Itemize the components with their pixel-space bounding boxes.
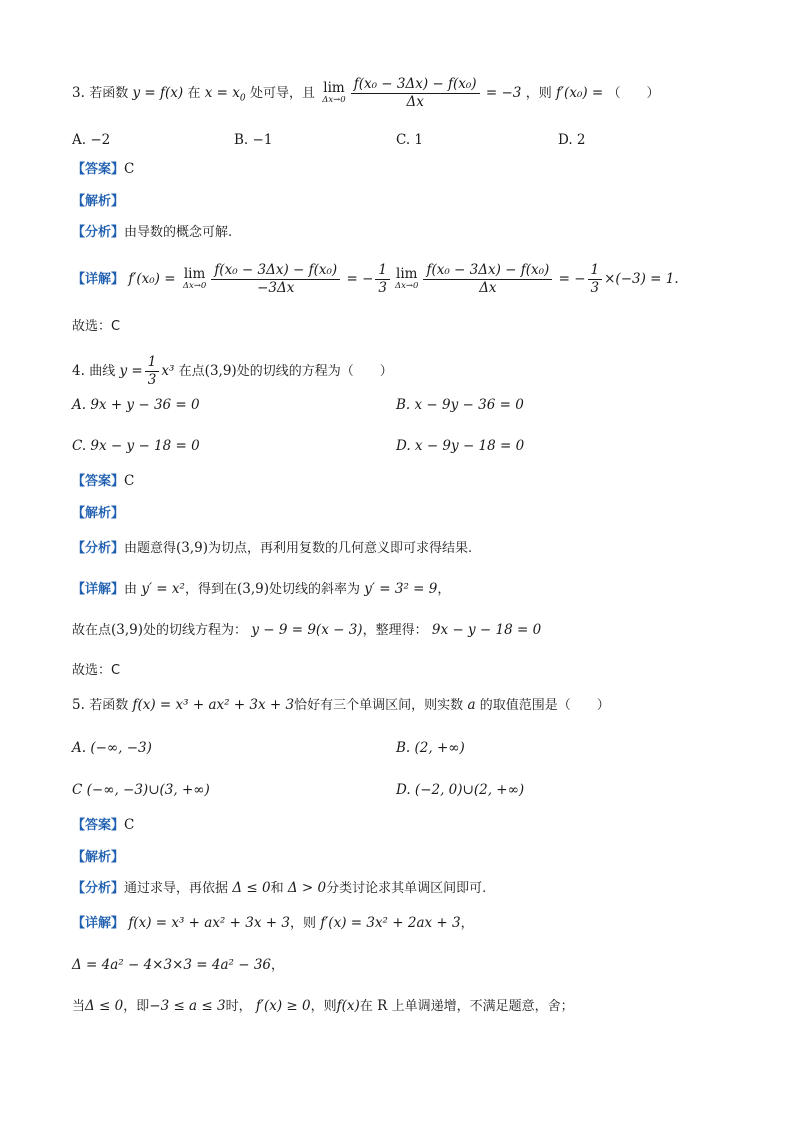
q3-detail-eq-minus-2: = − — [558, 270, 586, 287]
q4-detail-text-1: 由 — [124, 582, 138, 597]
q3-text-3: 处可导，且 — [249, 85, 315, 101]
q3-fenxi-text: 由导数的概念可解. — [124, 225, 233, 240]
q5-case-1-text-1: 当 — [72, 999, 86, 1014]
q4-detail-point: (3,9) — [236, 581, 269, 597]
q5-param: a — [467, 697, 476, 713]
q4-fenxi-text-1: 由题意得 — [124, 541, 177, 556]
q3-detail-one-third-den: 3 — [378, 279, 387, 296]
q5-jiexi — [72, 851, 124, 865]
q4-text-3: 处的切线的方程为（ ） — [236, 363, 393, 379]
q4-option-a: A. 9x + y − 36 = 0 — [72, 397, 200, 413]
q4-fenxi — [72, 542, 472, 556]
q3-detail-one-third-2-num: 1 — [588, 262, 603, 280]
q3-detail-eq-minus: = − — [346, 270, 374, 287]
q3-text-1: 若函数 — [89, 85, 129, 101]
q5-fenxi — [72, 882, 486, 896]
q4-jiexi-tag: 【解析】 — [72, 506, 125, 521]
q4-option-d: D. x − 9y − 18 = 0 — [396, 438, 525, 454]
q3-detail — [72, 262, 679, 297]
q5-stem — [72, 699, 610, 713]
q5-fenxi-text-1: 通过求导，再依据 — [124, 881, 229, 896]
q4-text-2: 在点 — [178, 363, 205, 379]
q4-tangent-point: (3,9) — [111, 622, 144, 638]
q3-detail-limit-1 — [183, 267, 206, 291]
q3-detail-limit-1-word: lim — [183, 266, 206, 283]
q4-one-third-den: 3 — [147, 371, 157, 388]
q5-text-1: 若函数 — [89, 698, 129, 713]
q4-detail-comma: ， — [437, 582, 451, 597]
q3-detail-one-third-2-den: 3 — [590, 279, 600, 296]
q4-option-c: C. 9x − y − 18 = 0 — [72, 438, 200, 454]
q5-function: f(x) = x³ + ax² + 3x + 3 — [132, 697, 295, 713]
q5-text-3: 的取值范围是（ ） — [479, 698, 610, 713]
q4-one-third — [145, 354, 160, 389]
q5-text-2: 恰好有三个单调区间，则实数 — [294, 698, 464, 713]
q4-tangent-result: 9x − y − 18 = 0 — [431, 622, 542, 638]
q3-jiexi — [72, 195, 124, 209]
q5-answer-value: C — [124, 817, 135, 833]
q4-one-third-num: 1 — [145, 354, 160, 372]
q3-detail-limit-2 — [395, 267, 418, 291]
q3-answer — [72, 163, 134, 177]
q3-fraction — [351, 76, 480, 111]
q5-jiexi-tag: 【解析】 — [72, 850, 125, 865]
q4-y-equals: y = — [119, 362, 143, 379]
q3-detail-limit-1-sub: Δx→0 — [182, 281, 207, 292]
q5-case-1-text-6: 上单调递增，不满足题意，舍； — [391, 999, 574, 1014]
q3-fenxi-tag: 【分析】 — [72, 225, 125, 240]
q3-detail-fraction-2-num: f(x₀ − 3Δx) − f(x₀) — [423, 262, 552, 280]
q3-detail-fraction-2-den: Δx — [479, 279, 497, 296]
q5-fenxi-text-3: 分类讨论求其单调区间即可. — [326, 881, 487, 896]
q4-choose: 故选：C — [72, 663, 121, 678]
q4-tangent-text-3: ，整理得： — [362, 623, 428, 638]
q3-option-d: D. 2 — [558, 132, 586, 148]
q4-detail-derivative: y′ = x² — [141, 581, 185, 597]
q5-answer-tag: 【答案】 — [72, 818, 125, 833]
q3-fraction-numerator: f(x₀ − 3Δx) − f(x₀) — [351, 76, 480, 94]
q4-tangent-eq: y − 9 = 9(x − 3) — [251, 622, 363, 638]
q4-answer — [72, 475, 134, 489]
q4-answer-tag: 【答案】 — [72, 474, 125, 489]
q3-option-a: A. −2 — [72, 132, 111, 148]
q3-limit-word: lim — [323, 80, 345, 97]
q3-option-b: B. −1 — [234, 132, 273, 148]
q4-fenxi-tag: 【分析】 — [72, 541, 125, 556]
q4-answer-value: C — [124, 473, 135, 489]
q5-detail-tag: 【详解】 — [72, 916, 125, 931]
q3-detail-tag: 【详解】 — [72, 271, 125, 287]
q3-point-sub: 0 — [239, 93, 246, 104]
q4-jiexi — [72, 507, 124, 521]
q4-point: (3,9) — [204, 362, 237, 379]
q3-text-2: 在 — [187, 85, 201, 101]
q4-tangent-text-1: 故在点 — [72, 623, 112, 638]
q4-detail-text-2: ，得到在 — [184, 582, 237, 597]
q4-tangent — [72, 624, 541, 638]
q3-detail-fraction-2 — [423, 262, 552, 297]
q3-detail-limit-2-word: lim — [396, 266, 418, 283]
q3-fraction-denominator: Δx — [406, 93, 424, 110]
q3-ask: f′(x₀) = — [556, 84, 604, 101]
q5-case-1-domain: R — [377, 998, 388, 1014]
q5-case-1-cond: Δ ≤ 0 — [85, 998, 124, 1014]
q5-detail-derivative: f′(x) = 3x² + 2ax + 3 — [320, 915, 461, 931]
q4-detail-tag: 【详解】 — [72, 582, 125, 597]
q5-fenxi-tag: 【分析】 — [72, 881, 125, 896]
q5-case-1-text-2: ，即 — [123, 999, 150, 1014]
q4-detail-slope: y′ = 3² = 9 — [364, 581, 438, 597]
q3-option-c: C. 1 — [396, 132, 424, 148]
q5-case-1-text-3: 时， — [225, 999, 252, 1014]
q3-detail-lhs: f′(x₀) = — [128, 270, 176, 287]
q5-detail-function: f(x) = x³ + ax² + 3x + 3 — [128, 915, 290, 931]
q3-answer-value: C — [124, 161, 135, 177]
q4-x-cubed: x³ — [161, 362, 175, 379]
q3-paren: （ ） — [607, 85, 660, 101]
q4-number: 4. — [72, 362, 85, 379]
q3-number: 3. — [72, 84, 85, 101]
q3-detail-fraction-1-den: −3Δx — [257, 279, 295, 296]
q3-detail-fraction-1 — [211, 262, 340, 297]
q5-detail-text-1: ，则 — [289, 916, 316, 931]
q5-discriminant — [72, 959, 284, 973]
q4-option-b: B. x − 9y − 36 = 0 — [396, 397, 524, 413]
q5-option-d: D. (−2, 0)∪(2, +∞) — [396, 782, 525, 798]
q3-detail-limit-2-sub: Δx→0 — [394, 281, 419, 292]
q3-function: y = f(x) — [132, 84, 184, 101]
q5-detail — [72, 917, 474, 931]
q3-detail-result: ×(−3) = 1 — [604, 270, 675, 287]
q3-equals: = −3 — [485, 84, 522, 101]
q5-case-1-text-4: ，则 — [310, 999, 337, 1014]
q3-choose: 故选：C — [72, 319, 121, 334]
q4-tangent-text-2: 处的切线方程为： — [143, 623, 248, 638]
q5-discriminant-eq: Δ = 4a² − 4×3×3 = 4a² − 36 — [72, 957, 271, 973]
q4-fenxi-point: (3,9) — [176, 540, 209, 556]
q4-detail-text-3: 处切线的斜率为 — [268, 582, 360, 597]
q3-detail-fraction-1-num: f(x₀ − 3Δx) − f(x₀) — [211, 262, 340, 280]
q4-stem — [72, 354, 393, 389]
q3-text-4: ，则 — [525, 85, 552, 101]
q5-answer — [72, 819, 134, 833]
q3-stem — [72, 76, 660, 111]
q5-case-1-range: −3 ≤ a ≤ 3 — [149, 998, 226, 1014]
q5-option-c: C (−∞, −3)∪(3, +∞) — [72, 782, 210, 798]
q3-limit-sub: Δx→0 — [322, 95, 346, 106]
q3-jiexi-tag: 【解析】 — [72, 194, 125, 209]
q5-detail-comma: ， — [460, 916, 474, 931]
q5-case-1 — [72, 1000, 574, 1014]
q3-limit — [322, 81, 345, 105]
q5-fenxi-case-1: Δ ≤ 0 — [232, 880, 271, 896]
q4-detail — [72, 583, 450, 597]
q5-option-b: B. (2, +∞) — [396, 740, 465, 756]
q5-number: 5. — [72, 697, 85, 713]
q5-fenxi-text-2: 和 — [270, 881, 284, 896]
q3-detail-one-third-2 — [588, 262, 603, 297]
q4-fenxi-text-2: 为切点，再利用复数的几何意义即可求得结果. — [208, 541, 473, 556]
q4-text-1: 曲线 — [89, 363, 116, 379]
q3-answer-tag: 【答案】 — [72, 162, 125, 177]
q5-option-a: A. (−∞, −3) — [72, 740, 152, 756]
q3-detail-dot: . — [674, 270, 679, 287]
q5-case-1-function: f(x) — [336, 998, 360, 1014]
q3-detail-one-third — [375, 262, 390, 297]
q3-point-var: x = x — [204, 84, 240, 101]
q5-fenxi-case-2: Δ > 0 — [287, 880, 327, 896]
q3-fenxi — [72, 226, 232, 240]
q5-case-1-text-5: 在 — [359, 999, 373, 1014]
q5-discriminant-comma: ， — [271, 958, 285, 973]
q3-point-x — [204, 84, 246, 104]
q3-detail-one-third-num: 1 — [375, 262, 390, 280]
q5-case-1-derivative: f′(x) ≥ 0 — [255, 998, 311, 1014]
